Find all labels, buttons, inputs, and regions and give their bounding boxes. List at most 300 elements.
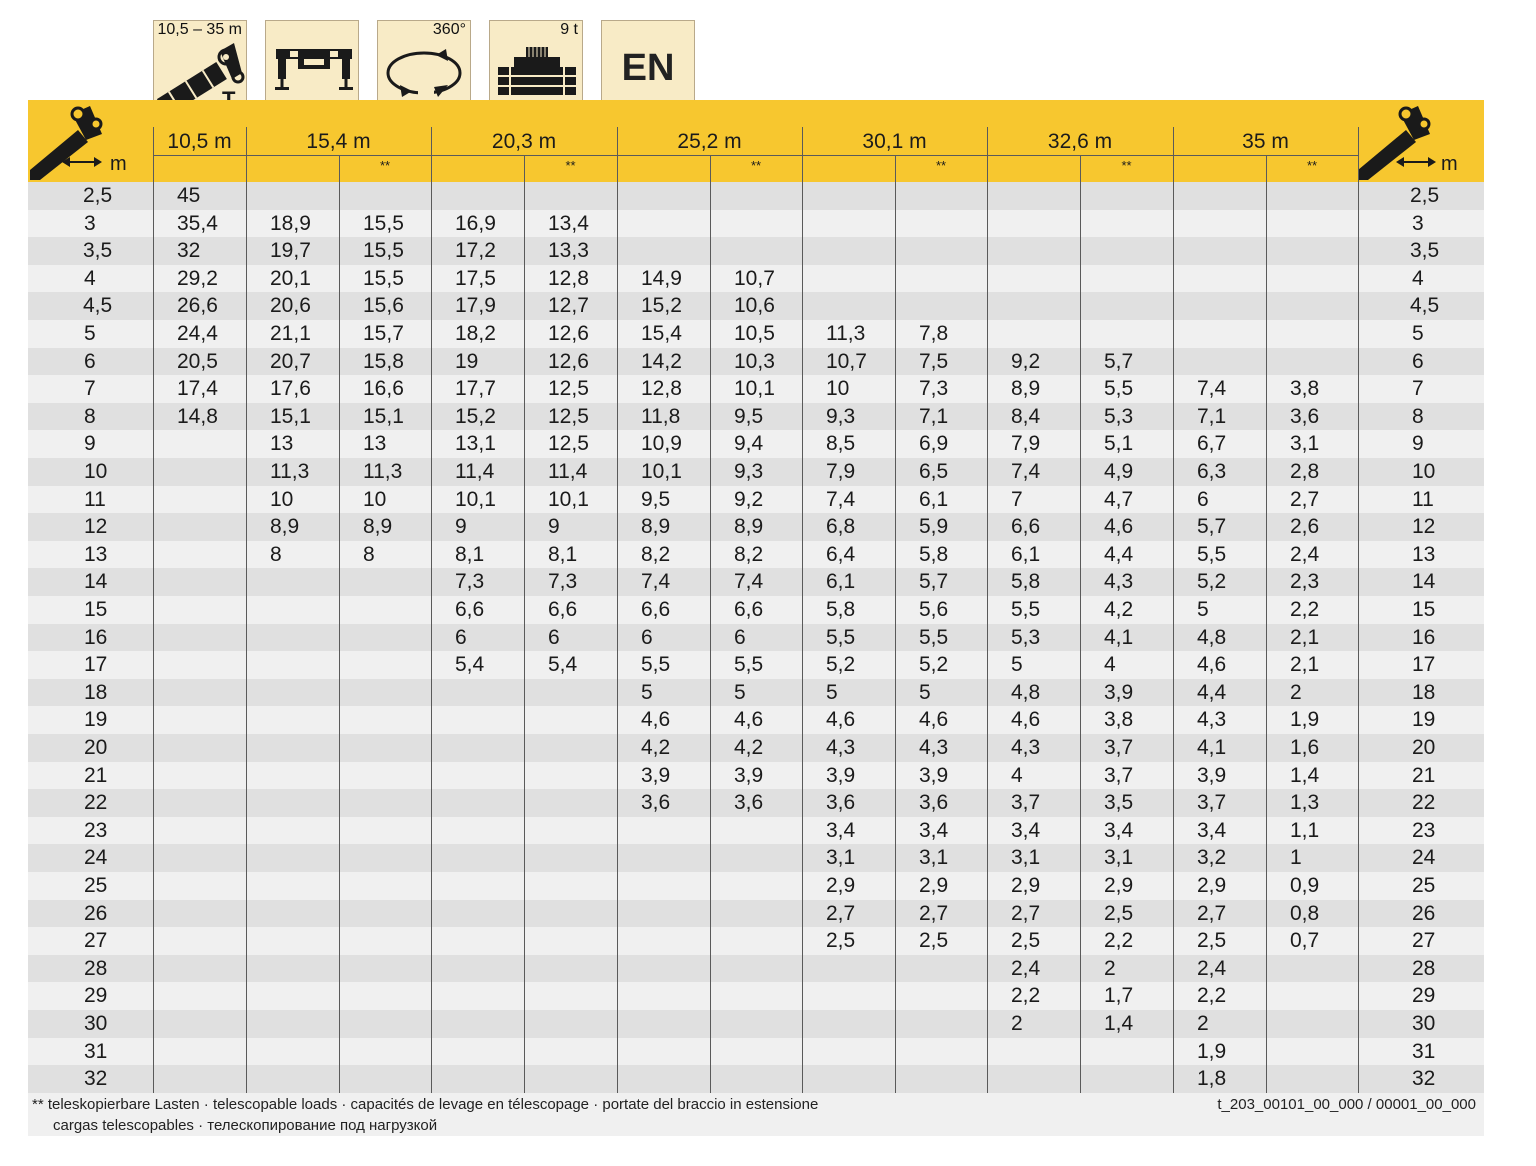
table-column-line xyxy=(153,182,154,1093)
load-value: 4,3 xyxy=(1011,736,1041,759)
radius-left: 24 xyxy=(84,846,108,870)
load-value: 6,9 xyxy=(919,432,949,456)
load-value: 2,7 xyxy=(1290,487,1320,511)
load-value: 7,8 xyxy=(919,322,949,345)
radius-right: 4 xyxy=(1412,266,1424,290)
load-value: 3,1 xyxy=(1290,432,1320,456)
load-value: 5,3 xyxy=(1104,404,1134,428)
radius-left: 3 xyxy=(84,211,96,235)
load-value: 1,9 xyxy=(1197,1039,1227,1063)
radius-arrow-icon-right xyxy=(1396,155,1436,169)
load-value: 8,9 xyxy=(363,515,393,539)
load-value: 0,8 xyxy=(1290,901,1320,925)
telescopable-marker: ** xyxy=(1306,158,1318,173)
load-value: 6,1 xyxy=(826,570,856,594)
load-value: 2,5 xyxy=(1197,929,1227,953)
load-value: 9 xyxy=(548,515,560,539)
load-value: 3,8 xyxy=(1104,708,1134,732)
load-value: 7,1 xyxy=(1197,404,1227,428)
load-value: 12,8 xyxy=(548,266,589,290)
load-value: 17,7 xyxy=(455,377,496,401)
load-value: 15,4 xyxy=(641,322,682,345)
load-value: 15,5 xyxy=(363,239,404,263)
load-value: 17,4 xyxy=(177,377,218,401)
load-value: 5,7 xyxy=(1197,515,1227,539)
radius-left: 15 xyxy=(84,598,108,621)
load-value: 17,5 xyxy=(455,266,496,290)
load-value: 35,4 xyxy=(177,211,218,235)
load-value: 5,8 xyxy=(919,542,949,566)
load-value: 17,2 xyxy=(455,239,496,263)
load-value: 5,7 xyxy=(1104,349,1134,373)
load-value: 9,4 xyxy=(734,432,764,456)
load-value: 13 xyxy=(363,432,387,456)
load-value: 2,1 xyxy=(1290,625,1320,649)
load-value: 5,5 xyxy=(826,625,856,649)
load-value: 20,1 xyxy=(270,266,311,290)
load-value: 5,8 xyxy=(1011,570,1041,594)
document-code: t_203_00101_00_000 / 00001_00_000 xyxy=(1217,1096,1476,1113)
radius-left: 2,5 xyxy=(83,184,113,207)
load-value: 1,4 xyxy=(1104,1012,1134,1035)
radius-right: 11 xyxy=(1412,487,1434,511)
load-value: 10 xyxy=(363,487,387,511)
load-value: 10 xyxy=(826,377,850,401)
radius-right: 5 xyxy=(1412,322,1424,345)
load-value: 19,7 xyxy=(270,239,311,263)
load-value: 6 xyxy=(1197,487,1209,511)
telescopable-marker: ** xyxy=(1121,158,1132,173)
load-value: 2,2 xyxy=(1197,984,1227,1008)
load-value: 2,5 xyxy=(1011,929,1041,953)
radius-left: 22 xyxy=(84,791,108,815)
radius-left: 11 xyxy=(84,487,106,511)
load-value: 5,9 xyxy=(919,515,949,539)
load-value: 3,1 xyxy=(919,846,949,870)
radius-left: 28 xyxy=(84,956,108,980)
table-column-line xyxy=(431,182,432,1093)
load-value: 2,4 xyxy=(1290,542,1320,566)
radius-left: 8 xyxy=(84,404,96,428)
load-value: 6 xyxy=(641,625,653,649)
radius-right: 14 xyxy=(1412,570,1436,594)
load-value: 3,6 xyxy=(641,791,671,815)
load-value: 3,1 xyxy=(1104,846,1134,870)
load-value: 3,9 xyxy=(641,763,671,787)
header-column-line xyxy=(895,155,896,182)
boom-length-header: 35 m xyxy=(1242,130,1289,153)
telescopable-marker: ** xyxy=(935,158,947,173)
table-column-line xyxy=(524,182,525,1093)
header-divider xyxy=(153,155,1358,156)
radius-left: 20 xyxy=(84,736,108,759)
radius-left: 5 xyxy=(84,322,96,345)
load-value: 3,7 xyxy=(1011,791,1041,815)
load-value: 10,1 xyxy=(455,487,496,511)
load-value: 2,3 xyxy=(1290,570,1320,594)
radius-right: 28 xyxy=(1412,956,1436,980)
load-value: 20,6 xyxy=(270,294,311,318)
radius-right: 32 xyxy=(1412,1067,1436,1091)
boom-range-label: 10,5 – 35 m xyxy=(157,21,242,38)
radius-left: 25 xyxy=(84,874,108,897)
load-value: 1,6 xyxy=(1290,736,1320,759)
load-value: 3,6 xyxy=(826,791,856,815)
load-value: 5,2 xyxy=(826,653,856,677)
load-value: 8,5 xyxy=(826,432,856,456)
radius-left: 31 xyxy=(84,1039,108,1063)
load-value: 2,2 xyxy=(1290,598,1320,621)
radius-right: 23 xyxy=(1412,818,1436,842)
load-value: 5 xyxy=(641,680,653,704)
load-value: 2,1 xyxy=(1290,653,1320,677)
load-value: 5,4 xyxy=(455,653,485,677)
load-value: 5,5 xyxy=(641,653,671,677)
load-value: 20,7 xyxy=(270,349,311,373)
load-value: 2,9 xyxy=(1104,874,1134,897)
load-value: 4,2 xyxy=(1104,598,1134,621)
radius-left: 30 xyxy=(84,1012,108,1035)
radius-right: 27 xyxy=(1412,929,1436,953)
radius-left: 21 xyxy=(84,763,108,787)
load-value: 9,3 xyxy=(826,404,856,428)
radius-right: 16 xyxy=(1412,625,1436,649)
load-value: 4,4 xyxy=(1197,680,1227,704)
load-value: 5 xyxy=(734,680,746,704)
load-value: 6,6 xyxy=(734,598,764,621)
load-value: 3,1 xyxy=(826,846,856,870)
load-value: 7,5 xyxy=(919,349,949,373)
load-value: 15,2 xyxy=(641,294,682,318)
load-value: 7,4 xyxy=(734,570,764,594)
radius-right: 20 xyxy=(1412,736,1436,759)
radius-right: 21 xyxy=(1412,763,1436,787)
load-value: 0,9 xyxy=(1290,874,1320,897)
load-value: 9,2 xyxy=(734,487,764,511)
load-value: 4,6 xyxy=(826,708,856,732)
boom-length-header: 25,2 m xyxy=(677,130,742,153)
load-value: 10 xyxy=(270,487,294,511)
load-value: 7,4 xyxy=(1197,377,1227,401)
radius-right: 31 xyxy=(1412,1039,1436,1063)
radius-left: 23 xyxy=(84,818,108,842)
radius-left: 3,5 xyxy=(83,239,113,263)
load-value: 5,7 xyxy=(919,570,949,594)
load-value: 14,8 xyxy=(177,404,218,428)
load-value: 10,9 xyxy=(641,432,682,456)
table-column-line xyxy=(895,182,896,1093)
load-value: 5,5 xyxy=(1011,598,1041,621)
load-value: 10,1 xyxy=(734,377,775,401)
header-column-line xyxy=(153,127,154,182)
load-value: 3,1 xyxy=(1011,846,1041,870)
load-value: 9,3 xyxy=(734,460,764,483)
telescopable-marker: ** xyxy=(750,158,762,173)
load-value: 12,5 xyxy=(548,404,589,428)
load-value: 7 xyxy=(1011,487,1023,511)
table-column-line xyxy=(1080,182,1081,1093)
load-value: 2,7 xyxy=(826,901,856,925)
load-value: 10,1 xyxy=(641,460,682,483)
load-value: 5,5 xyxy=(1197,542,1227,566)
load-value: 6,7 xyxy=(1197,432,1227,456)
load-value: 16,9 xyxy=(455,211,496,235)
load-value: 8,1 xyxy=(548,542,578,566)
radius-right: 13 xyxy=(1412,542,1436,566)
load-value: 6,6 xyxy=(548,598,578,621)
load-value: 7,4 xyxy=(826,487,856,511)
load-value: 2,9 xyxy=(1197,874,1227,897)
load-value: 26,6 xyxy=(177,294,218,318)
radius-right: 4,5 xyxy=(1410,294,1440,318)
load-value: 1,1 xyxy=(1290,818,1320,842)
load-value: 29,2 xyxy=(177,266,218,290)
load-value: 11,3 xyxy=(270,460,310,483)
load-value: 12,5 xyxy=(548,377,589,401)
radius-left: 10 xyxy=(84,460,108,483)
load-value: 3,5 xyxy=(1104,791,1134,815)
slew-label: 360° xyxy=(432,21,466,38)
radius-right: 26 xyxy=(1412,901,1436,925)
radius-left: 14 xyxy=(84,570,108,594)
radius-left: 9 xyxy=(84,432,96,456)
radius-right: 7 xyxy=(1412,377,1424,401)
load-value: 3,9 xyxy=(919,763,949,787)
radius-right: 2,5 xyxy=(1410,184,1440,207)
load-value: 3,6 xyxy=(734,791,764,815)
load-value: 3,7 xyxy=(1104,763,1134,787)
load-value: 15,6 xyxy=(363,294,404,318)
load-value: 3,4 xyxy=(1197,818,1227,842)
load-value: 9 xyxy=(455,515,467,539)
load-value: 5,3 xyxy=(1011,625,1041,649)
load-value: 3,7 xyxy=(1104,736,1134,759)
radius-left: 19 xyxy=(84,708,108,732)
boom-length-header: 32,6 m xyxy=(1047,130,1113,153)
load-value: 4,2 xyxy=(734,736,764,759)
boom-length-header: 20,3 m xyxy=(491,130,557,153)
load-value: 4,4 xyxy=(1104,542,1134,566)
load-value: 2,4 xyxy=(1011,956,1041,980)
load-value: 7,9 xyxy=(826,460,856,483)
load-value: 10,7 xyxy=(734,266,775,290)
load-value: 2,6 xyxy=(1290,515,1320,539)
load-value: 3,9 xyxy=(734,763,764,787)
load-value: 8,9 xyxy=(734,515,764,539)
load-value: 12,8 xyxy=(641,377,682,401)
load-value: 10,7 xyxy=(826,349,867,373)
load-value: 4,3 xyxy=(1197,708,1227,732)
radius-right: 24 xyxy=(1412,846,1436,870)
radius-right: 30 xyxy=(1412,1012,1436,1035)
radius-left: 29 xyxy=(84,984,108,1008)
load-value: 18,9 xyxy=(270,211,311,235)
load-value: 8 xyxy=(363,542,375,566)
telescopable-marker: ** xyxy=(379,158,391,173)
load-value: 5,5 xyxy=(919,625,949,649)
load-value: 2,9 xyxy=(826,874,856,897)
radius-right: 18 xyxy=(1412,680,1436,704)
load-value: 4,8 xyxy=(1197,625,1227,649)
header-column-line xyxy=(1173,127,1174,182)
header-column-line xyxy=(987,127,988,182)
header-column-line xyxy=(339,155,340,182)
radius-left: 13 xyxy=(84,542,108,566)
load-value: 15,8 xyxy=(363,349,404,373)
load-value: 2,9 xyxy=(1011,874,1041,897)
load-value: 6 xyxy=(548,625,560,649)
header-column-line xyxy=(802,127,803,182)
radius-left: 16 xyxy=(84,625,108,649)
load-value: 12,7 xyxy=(548,294,589,318)
radius-left: 12 xyxy=(84,515,108,539)
radius-arrow-icon-left xyxy=(62,155,102,169)
load-value: 21,1 xyxy=(270,322,311,345)
load-value: 1 xyxy=(1290,846,1302,870)
load-value: 1,4 xyxy=(1290,763,1320,787)
table-column-line xyxy=(710,182,711,1093)
load-value: 4,6 xyxy=(1011,708,1041,732)
radius-left: 7 xyxy=(84,377,96,401)
load-value: 11,4 xyxy=(548,460,588,483)
load-value: 17,9 xyxy=(455,294,496,318)
load-value: 4,2 xyxy=(641,736,671,759)
load-value: 7,1 xyxy=(919,404,949,428)
load-value: 1,9 xyxy=(1290,708,1320,732)
load-value: 19 xyxy=(455,349,479,373)
load-value: 3,6 xyxy=(919,791,949,815)
load-value: 6,3 xyxy=(1197,460,1227,483)
load-value: 7,9 xyxy=(1011,432,1041,456)
footnote-line-2: cargas telescopables · телескопирование под нагрузкой xyxy=(53,1117,438,1134)
table-column-line xyxy=(617,182,618,1093)
load-value: 6,6 xyxy=(455,598,485,621)
radius-left: 26 xyxy=(84,901,108,925)
load-value: 8,1 xyxy=(455,542,485,566)
radius-unit-left: m xyxy=(110,153,127,175)
header-column-line xyxy=(1358,127,1359,182)
radius-right: 12 xyxy=(1412,515,1436,539)
boom-length-header: 30,1 m xyxy=(862,130,927,153)
header-column-line xyxy=(617,127,618,182)
load-value: 4,1 xyxy=(1104,625,1134,649)
load-value: 12,6 xyxy=(548,349,589,373)
load-value: 6,5 xyxy=(919,460,949,483)
table-column-line xyxy=(987,182,988,1093)
load-value: 10,3 xyxy=(734,349,775,373)
load-value: 8,9 xyxy=(270,515,300,539)
load-value: 15,7 xyxy=(363,322,404,345)
footnote xyxy=(28,1093,1484,1136)
radius-left: 17 xyxy=(84,653,108,677)
load-value: 3,9 xyxy=(826,763,856,787)
table-column-line xyxy=(802,182,803,1093)
load-value: 5,4 xyxy=(548,653,578,677)
load-value: 4,6 xyxy=(1197,653,1227,677)
radius-left: 6 xyxy=(84,349,96,373)
load-value: 2 xyxy=(1290,680,1302,704)
load-value: 2 xyxy=(1104,956,1116,980)
load-value: 8,2 xyxy=(641,542,671,566)
load-value: 2,7 xyxy=(1197,901,1227,925)
load-value: 9,2 xyxy=(1011,349,1041,373)
load-value: 3,9 xyxy=(1104,680,1134,704)
header-column-line xyxy=(524,155,525,182)
load-value: 4,3 xyxy=(826,736,856,759)
load-value: 8,4 xyxy=(1011,404,1041,428)
load-value: 12,5 xyxy=(548,432,589,456)
radius-right: 25 xyxy=(1412,874,1436,897)
footnote-line-1: ** teleskopierbare Lasten · telescopable loads · capacités de levage en télescopage · portate del braccio in estensione xyxy=(32,1096,819,1113)
radius-right: 19 xyxy=(1412,708,1436,732)
load-value: 11,3 xyxy=(826,322,866,345)
load-value: 45 xyxy=(177,184,201,207)
table-column-line xyxy=(339,182,340,1093)
load-value: 6,1 xyxy=(1011,542,1041,566)
load-value: 7,4 xyxy=(1011,460,1041,483)
header-column-line xyxy=(710,155,711,182)
load-value: 5,1 xyxy=(1104,432,1134,456)
load-value: 7,4 xyxy=(641,570,671,594)
load-value: 3,7 xyxy=(1197,791,1227,815)
load-value: 15,1 xyxy=(363,404,404,428)
load-value: 2,2 xyxy=(1104,929,1134,953)
load-value: 5 xyxy=(1197,598,1209,621)
load-value: 11,8 xyxy=(641,404,681,428)
load-value: 10,1 xyxy=(548,487,589,511)
radius-unit-right: m xyxy=(1441,153,1458,175)
load-value: 8,2 xyxy=(734,542,764,566)
load-value: 15,2 xyxy=(455,404,496,428)
load-value: 1,8 xyxy=(1197,1067,1227,1091)
load-value: 3,2 xyxy=(1197,846,1227,870)
load-value: 4,3 xyxy=(1104,570,1134,594)
table-column-line xyxy=(1358,182,1359,1093)
load-value: 4,7 xyxy=(1104,487,1134,511)
load-value: 15,1 xyxy=(270,404,311,428)
load-value: 4,6 xyxy=(641,708,671,732)
load-value: 2,2 xyxy=(1011,984,1041,1008)
load-value: 6,6 xyxy=(641,598,671,621)
header-column-line xyxy=(431,127,432,182)
load-value: 3,4 xyxy=(826,818,856,842)
load-value: 7,3 xyxy=(548,570,578,594)
load-value: 13,1 xyxy=(455,432,496,456)
load-value: 9,5 xyxy=(641,487,671,511)
load-value: 6,8 xyxy=(826,515,856,539)
load-value: 5,5 xyxy=(1104,377,1134,401)
load-value: 24,4 xyxy=(177,322,218,345)
load-value: 4,1 xyxy=(1197,736,1227,759)
load-value: 3,4 xyxy=(919,818,949,842)
load-value: 3,4 xyxy=(1011,818,1041,842)
radius-right: 3,5 xyxy=(1410,239,1440,263)
radius-left: 32 xyxy=(84,1067,108,1091)
load-value: 6,1 xyxy=(919,487,949,511)
radius-right: 9 xyxy=(1412,432,1424,456)
table-column-line xyxy=(1266,182,1267,1093)
load-value: 15,5 xyxy=(363,266,404,290)
load-value: 4,9 xyxy=(1104,460,1134,483)
load-value: 13,4 xyxy=(548,211,589,235)
load-value: 20,5 xyxy=(177,349,218,373)
load-value: 4,3 xyxy=(919,736,949,759)
load-value: 8 xyxy=(270,542,282,566)
load-value: 4 xyxy=(1104,653,1116,677)
load-value: 5 xyxy=(826,680,838,704)
radius-left: 4 xyxy=(84,266,96,290)
radius-right: 3 xyxy=(1412,211,1424,235)
